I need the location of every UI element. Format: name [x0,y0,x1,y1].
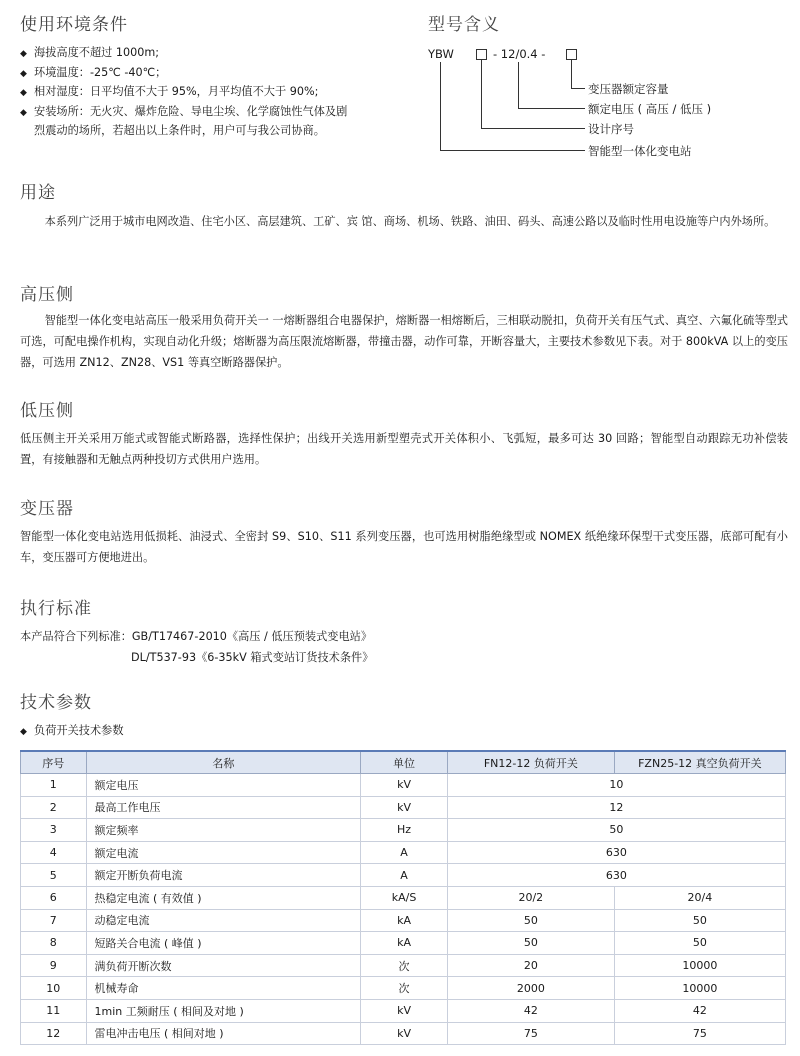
cell-value-fn12: 50 [447,909,614,932]
section-title-transformer: 变压器 [20,499,74,519]
cell-unit: 次 [361,977,448,1000]
cell-value-fn12: 50 [447,932,614,955]
cell-name: 满负荷开断次数 [86,954,361,977]
table-header-row [21,751,786,774]
high-voltage-text: 智能型一体化变电站高压一般采用负荷开关一 一熔断器组合电器保护，熔断器一相熔断后，三相联动脱扣，负荷开关有压气式、真空、六氟化硫等型式可选，可配电操作机构，实现自动化升级；熔断器为高压限流熔断器，带撞击器，动作可靠，开断容量大，主要技术参数见下表。对于 800kVA 以上的变压器，可选用 ZN12、ZN28、VS1 等真空断路器保护。 [20,314,788,369]
header-name: 名称 [86,751,361,774]
cell-index: 8 [21,932,87,955]
table-row [21,864,786,887]
low-voltage-text: 低压侧主开关采用万能式或智能式断路器，选择性保护；出线开关选用新型塑壳式开关体积小、飞弧短，最多可达 30 回路；智能型自动跟踪无功补偿装置，有接触器和无触点两种投切方式供用户选用。 [20,432,788,466]
cell-name: 最高工作电压 [86,796,361,819]
list-item: ◆ 环境温度：-25℃ -40℃； [20,64,400,84]
cell-index: 10 [21,977,87,1000]
cell-name: 雷电冲击电压 ( 相间对地 ) [86,1022,361,1045]
cell-value-fzn25: 50 [614,932,785,955]
cell-value-fn12: 20/2 [447,886,614,909]
cell-unit: kV [361,1022,448,1045]
table-row [21,796,786,819]
diamond-bullet-icon: ◆ [20,107,27,118]
table-row [21,999,786,1022]
cell-unit: kV [361,999,448,1022]
model-box-design [476,49,487,60]
cell-unit: A [361,864,448,887]
cell-unit: kV [361,796,448,819]
diamond-bullet-icon: ◆ [20,68,27,79]
model-box-capacity [566,49,577,60]
cell-value-shared: 630 [447,841,785,864]
table-row [21,977,786,1000]
section-title-model: 型号含义 [428,15,500,35]
header-unit: 单位 [361,751,448,774]
table-row [21,886,786,909]
section-title-high-voltage: 高压侧 [20,285,74,305]
cell-index: 1 [21,774,87,797]
cell-index: 3 [21,819,87,842]
table-row [21,1022,786,1045]
section-title-standards: 执行标准 [20,599,92,619]
cell-index: 5 [21,864,87,887]
list-item-continued: 烈震动的场所，若超出以上条件时，用户可与我公司协商。 [34,124,325,137]
cell-unit: kA/S [361,886,448,909]
section-title-tech-params: 技术参数 [20,693,92,713]
cell-index: 4 [21,841,87,864]
list-item: ◆ 海拔高度不超过 1000m; [20,44,400,64]
tech-subtitle: ◆ 负荷开关技术参数 [20,722,124,742]
cell-name: 热稳定电流 ( 有效值 ) [86,886,361,909]
cell-value-shared: 50 [447,819,785,842]
header-fzn25: FZN25-12 真空负荷开关 [614,751,785,774]
section-title-low-voltage: 低压侧 [20,401,74,421]
transformer-text: 智能型一体化变电站选用低损耗、油浸式、全密封 S9、S10、S11 系列变压器，也可选用树脂绝缘型或 NOMEX 纸绝缘环保型干式变压器，底部可配有小车，变压器可方便地进出。 [20,530,788,564]
table-row [21,932,786,955]
table-row [21,841,786,864]
cell-value-fn12: 42 [447,999,614,1022]
list-item: ◆ 相对湿度：日平均值不大于 95%，月平均值不大于 90%; [20,83,400,103]
cell-index: 2 [21,796,87,819]
cell-unit: A [361,841,448,864]
cell-value-shared: 630 [447,864,785,887]
table-row [21,819,786,842]
model-label-voltage: 额定电压 ( 高压 / 低压 ) [588,102,712,116]
cell-unit: kA [361,909,448,932]
standard-line-2: DL/T537-93《6-35kV 箱式变站订货技术条件》 [131,651,374,664]
table-row [21,954,786,977]
cell-unit: Hz [361,819,448,842]
cell-unit: kV [361,774,448,797]
cell-name: 1min 工频耐压 ( 相间及对地 ) [86,999,361,1022]
cell-value-fzn25: 10000 [614,954,785,977]
cell-unit: 次 [361,954,448,977]
cell-name: 额定电流 [86,841,361,864]
cell-name: 短路关合电流 ( 峰值 ) [86,932,361,955]
cell-index: 7 [21,909,87,932]
cell-name: 机械寿命 [86,977,361,1000]
section-title-environment: 使用环境条件 [20,15,128,35]
load-switch-params-table [20,750,786,1045]
cell-unit: kA [361,932,448,955]
section-title-usage: 用途 [20,183,56,203]
diamond-bullet-icon: ◆ [20,49,27,59]
header-index: 序号 [21,751,87,774]
diamond-bullet-icon: ◆ [20,88,27,98]
cell-value-fn12: 2000 [447,977,614,1000]
cell-value-fzn25: 20/4 [614,886,785,909]
model-label-type: 智能型一体化变电站 [588,144,692,158]
table-row [21,774,786,797]
cell-index: 6 [21,886,87,909]
cell-value-fzn25: 42 [614,999,785,1022]
cell-name: 动稳定电流 [86,909,361,932]
cell-value-fn12: 20 [447,954,614,977]
environment-list [20,44,400,141]
model-label-capacity: 变压器额定容量 [588,82,669,96]
cell-index: 12 [21,1022,87,1045]
standard-line-1: 本产品符合下列标准：GB/T17467-2010《高压 / 低压预装式变电站》 [20,630,373,643]
diamond-bullet-icon: ◆ [20,727,27,737]
model-voltage-text: - 12/0.4 - [493,47,546,61]
cell-name: 额定频率 [86,819,361,842]
cell-index: 11 [21,999,87,1022]
header-fn12: FN12-12 负荷开关 [447,751,614,774]
cell-value-fzn25: 10000 [614,977,785,1000]
cell-value-fzn25: 50 [614,909,785,932]
table-row [21,909,786,932]
usage-text: 本系列广泛用于城市电网改造、住宅小区、高层建筑、工矿、宾 馆、商场、机场、铁路、油田、码头、高速公路以及临时性用电设施等户内外场所。 [44,215,776,228]
cell-value-shared: 10 [447,774,785,797]
cell-value-fzn25: 75 [614,1022,785,1045]
cell-index: 9 [21,954,87,977]
cell-name: 额定开断负荷电流 [86,864,361,887]
cell-value-fn12: 75 [447,1022,614,1045]
model-label-design: 设计序号 [588,122,634,136]
list-item: ◆ 安装场所：无火灾、爆炸危险、导电尘埃、化学腐蚀性气体及剧 [20,103,400,123]
cell-name: 额定电压 [86,774,361,797]
model-prefix: YBW [428,47,454,61]
cell-value-shared: 12 [447,796,785,819]
